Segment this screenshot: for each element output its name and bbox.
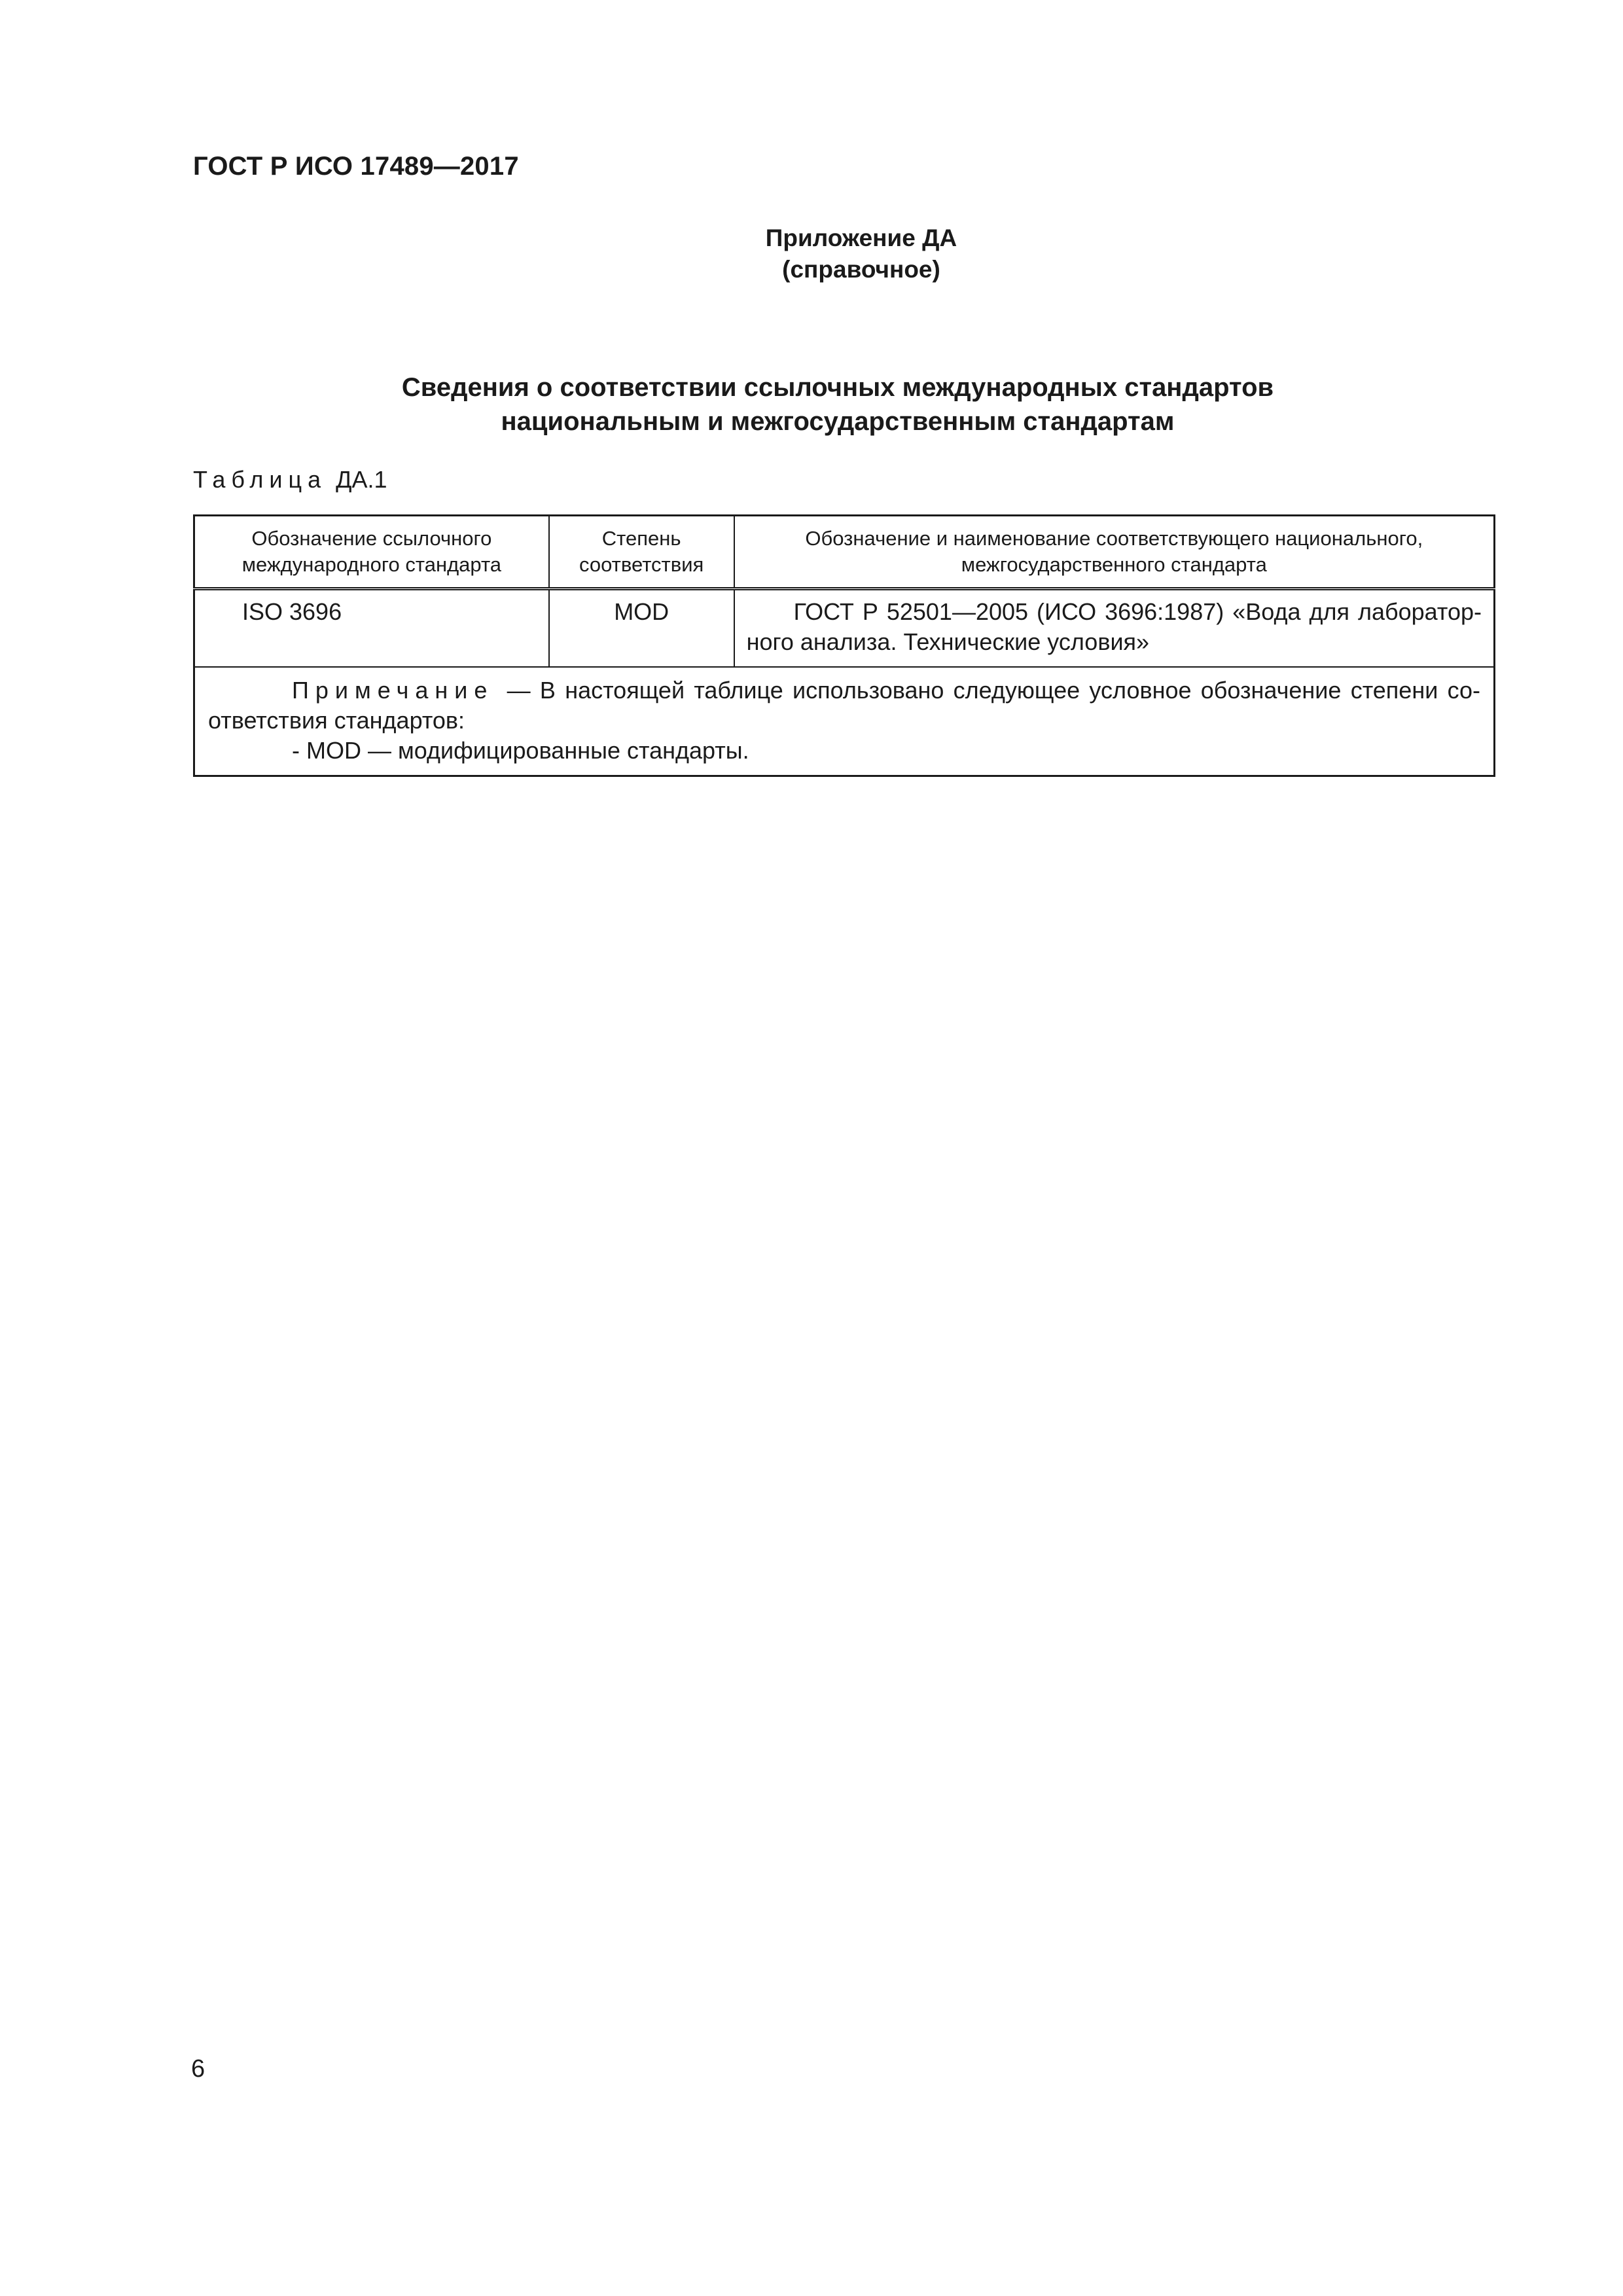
table-header-row <box>194 516 1495 589</box>
note-text: — В настоящей таблице использовано следующее условное обозначение степени со-ответствия стандартов: <box>208 677 1480 734</box>
header-col1-line-1: Обозначение ссылочного <box>251 527 492 550</box>
section-title <box>0 370 1623 439</box>
note-list-item: - MOD — модифицированные стандарты. <box>292 737 749 764</box>
table-caption-word: Таблица <box>193 466 327 493</box>
standards-correspondence-table <box>193 514 1495 777</box>
header-reference-standard <box>194 516 549 589</box>
header-col2-line-2: соответствия <box>579 553 704 576</box>
header-col3-line-2: межгосударственного стандарта <box>961 553 1267 576</box>
section-title-line-1: Сведения о соответствии ссылочных международных стандартов <box>401 373 1274 402</box>
page-number: 6 <box>191 2055 205 2083</box>
header-col3-line-1: Обозначение и наименование соответствующего национального, <box>805 527 1423 550</box>
cell-reference-standard: ISO 3696 <box>194 589 549 668</box>
table-caption-number: ДА.1 <box>336 466 387 493</box>
header-col1-line-2: международного стандарта <box>241 553 502 576</box>
note-label: Примечание <box>292 677 494 704</box>
section-title-line-2: национальным и межгосударственным стандартам <box>501 407 1175 436</box>
header-col2-line-1: Степень <box>601 527 681 550</box>
document-designation: ГОСТ Р ИСО 17489—2017 <box>193 152 519 181</box>
cell-national-standard: ГОСТ Р 52501—2005 (ИСО 3696:1987) «Вода для лаборатор-ного анализа. Технические условия» <box>734 589 1495 668</box>
table-note <box>194 667 1495 776</box>
cell-degree-of-conformity: MOD <box>549 589 734 668</box>
header-national-standard <box>734 516 1495 589</box>
appendix-subtitle: (справочное) <box>782 256 940 283</box>
table-row <box>194 589 1495 668</box>
appendix-title: Приложение ДА <box>765 224 957 251</box>
appendix-heading <box>0 223 1623 285</box>
note-text-line <box>208 675 1480 736</box>
table-note-row <box>194 667 1495 776</box>
header-degree-of-conformity <box>549 516 734 589</box>
table-caption <box>193 466 387 493</box>
